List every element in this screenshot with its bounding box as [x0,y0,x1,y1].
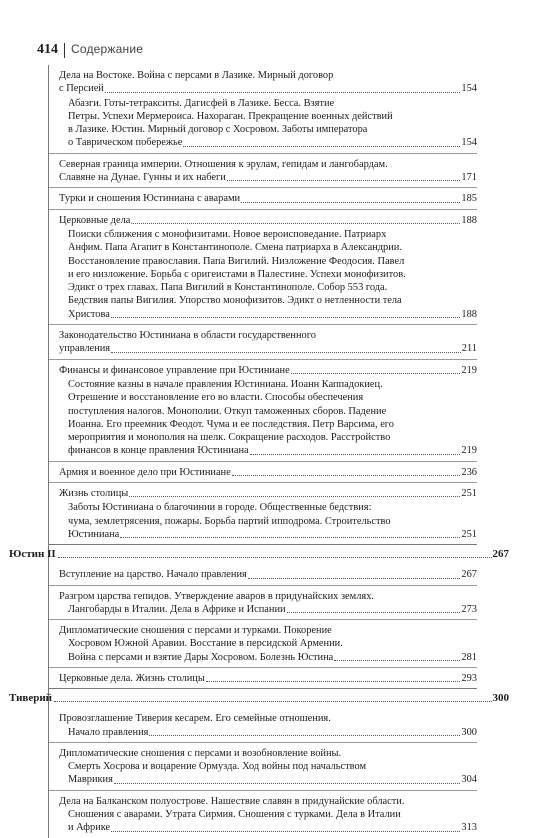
toc-entry [49,742,477,790]
chapter-title: Юстин II [9,548,56,561]
dot-leader [114,773,461,783]
toc-entry [49,708,477,742]
entry-page-number: 251 [461,528,477,540]
dot-leader [291,364,461,374]
toc-line: Хосровом Южной Аравии. Восстание в персидской Армении. [68,638,343,650]
dot-leader [120,528,460,538]
entry-title-text: Армия и военное дело при Юстиниане [59,466,231,478]
toc-line: Отрешение и восстановление его во власти. Способы обеспечения [68,392,364,404]
dot-leader [149,726,460,736]
running-header [37,42,143,58]
toc-entry [49,209,477,324]
toc-line: мероприятия и монополия на шелк. Сокращение расходов. Расстройство [68,432,391,444]
toc-line: Смерть Хосрова и воцарение Ормузда. Ход войны под начальством [68,761,367,773]
toc-line: Петры. Успехи Мермероиса. Нахораган. Прекращение военных действий [68,110,393,122]
toc-entry [49,667,477,688]
toc-line: поступления налогов. Монополии. Откуп таможенных сборов. Падение [68,405,387,417]
toc-line: Заботы Юстиниана о благочинии в городе. Общественные бедствия: [68,502,372,514]
toc-line: в Лазике. Юстин. Мирный договор с Хосровом. Заботы императора [68,124,368,136]
entry-title-text: Финансы и финансовое управление при Юстиниане [59,364,290,376]
toc-line: и его низложение. Борьба с оригеистами в Палестине. Успехи монофизитов. [68,268,406,280]
toc-line [59,651,477,664]
toc-line: Состояние казны в начале правления Юстиниана. Иоанн Каппадокиец. [68,378,383,390]
toc-line: Провозглашение Тиверия кесарем. Его семейные отношения. [59,713,331,725]
entry-title-text: управления [59,343,111,355]
toc-line [59,726,477,739]
dot-leader [206,672,461,682]
toc-line [59,603,477,616]
chapter-page-number: 300 [492,692,509,705]
toc-line: Сношения с аварами. Утрата Сирмия. Сношения с турками. Дела в Италии [68,809,401,821]
entry-title-text: Христова [68,308,110,320]
dot-leader [111,308,461,318]
dot-leader [129,487,460,497]
dot-leader [183,136,460,146]
dot-leader [111,821,460,831]
toc-line: Разгром царства гепидов. Утверждение аваров в придунайских землях. [59,590,375,602]
entry-page-number: 236 [461,466,477,478]
table-of-contents [9,65,509,838]
toc-line [59,487,477,500]
toc-entry [49,187,477,208]
entry-title-text: о Таврическом побережье [68,137,183,149]
toc-entry [49,790,477,838]
dot-leader [131,214,460,224]
running-title: Содержание [71,42,144,56]
toc-subentry [59,501,477,541]
toc-entry [49,65,477,153]
dot-leader [248,568,461,578]
dot-leader [334,651,460,661]
entry-page-number: 251 [461,488,477,500]
toc-line [59,82,477,95]
toc-line: Поиски сближения с монофизитами. Новое вероисповедание. Патриарх [68,228,387,240]
entry-title-text: Война с персами и взятие Дары Хосровом. Болезнь Юстина [68,651,334,663]
entry-title-text: Юстиниана [68,528,120,540]
entry-page-number: 219 [461,445,477,457]
dot-leader [227,171,461,181]
entry-page-number: 304 [461,774,477,786]
chapter-section [9,544,509,688]
entry-page-number: 300 [461,726,477,738]
chapter-title: Тиверий [9,692,53,705]
toc-line: Эдикт о трех главах. Папа Вигилий в Константинополе. Собор 553 года. [68,282,388,294]
toc-line [59,214,477,227]
chapter-heading [9,691,509,705]
toc-entry [49,153,477,188]
toc-entry [49,482,477,544]
toc-line: Абазги. Готы-тетракситы. Дагисфей в Лазике. Бесса. Взятие [68,97,335,109]
toc-entry [49,359,477,461]
toc-line: Дела на Балканском полуострове. Нашествие славян в придунайские области. [59,795,405,807]
toc-line [59,466,477,479]
dot-leader [250,444,461,454]
toc-line: Иоанна. Его преемник Феодот. Чума и ее последствия. Петр Варсима, его [68,418,394,430]
toc-line [59,171,477,184]
toc-entry [49,619,477,667]
toc-subentry [59,97,477,150]
toc-line: Восстановление православия. Папа Вигилий. Низложение Феодосия. Павел [68,255,405,267]
toc-line: Дела на Востоке. Война с персами в Лазике. Мирный договор [59,70,334,81]
entry-title-text: Жизнь столицы [59,488,129,500]
toc-entry [49,585,477,620]
toc-line: Северная граница империи. Отношения к эрулам, гепидам и лангобардам. [59,158,388,170]
toc-line [59,342,477,355]
entry-page-number: 154 [461,137,477,149]
toc-line [59,444,477,457]
toc-line [59,672,477,685]
chapter-section [9,688,509,837]
toc-line [59,568,477,581]
toc-entry [49,461,477,482]
entry-page-number: 293 [461,672,477,684]
chapter-page-number: 267 [492,548,509,561]
toc-line: Бедствия папы Вигилия. Упорство монофизитов. Эдикт о нетленности тела [68,295,402,307]
toc-line: Дипломатические сношения с персами и турками. Покорение [59,625,332,637]
toc-subentry [59,378,477,458]
dot-leader [54,691,491,702]
entry-page-number: 267 [461,569,477,581]
entry-page-number: 281 [461,651,477,663]
entry-title-text: Лангобарды в Италии. Дела в Африке и Испании [68,603,286,615]
dot-leader [111,342,461,352]
entry-page-number: 211 [461,343,477,355]
entry-title-text: Церковные дела. Жизнь столицы [59,672,205,684]
entry-page-number: 273 [461,603,477,615]
toc-line [59,773,477,786]
dot-leader [232,466,461,476]
entry-page-number: 313 [461,822,477,834]
toc-line: Дипломатические сношения с персами и возобновление войны. [59,747,342,759]
header-separator [64,43,65,58]
toc-line [59,528,477,541]
toc-line: Анфим. Папа Агапит в Константинополе. Смена патриарха в Александрии. [68,242,402,254]
entry-title-text: с Персией [59,83,104,95]
entry-page-number: 154 [461,83,477,95]
entry-page-number: 188 [461,214,477,226]
toc-line: Законодательство Юстиниана в области государственного [59,330,316,342]
entry-page-number: 171 [461,172,477,184]
dot-leader [241,192,460,202]
entry-title-text: Маврикия [68,774,113,786]
dot-leader [58,547,492,558]
toc-line: чума, землетрясения, пожары. Борьба партий ипподрома. Строительство [68,515,391,527]
toc-line [59,308,477,321]
toc-entry [49,564,477,584]
entry-title-text: финансов в конце правления Юстиниана [68,445,249,457]
entry-title-text: Славяне на Дунае. Гунны и их набеги [59,172,226,184]
dot-leader [105,82,461,92]
entry-title-text: Начало правления [68,726,149,738]
entry-title-text: Вступление на царство. Начало правления [59,569,247,581]
entry-page-number: 185 [461,193,477,205]
chapter-heading [9,547,509,561]
toc-line [59,136,477,149]
entry-title-text: Церковные дела [59,214,131,226]
entry-title-text: Турки и сношения Юстиниана с аварами [59,193,241,205]
toc-line [59,192,477,205]
entry-title-text: и Африке [68,822,111,834]
entry-page-number: 219 [461,364,477,376]
toc-line [59,364,477,377]
toc-entry [49,324,477,359]
entry-page-number: 188 [461,308,477,320]
dot-leader [287,603,461,613]
toc-subentry [59,228,477,321]
chapter-section [49,65,477,544]
page-number: 414 [37,42,58,57]
toc-line [59,821,477,834]
